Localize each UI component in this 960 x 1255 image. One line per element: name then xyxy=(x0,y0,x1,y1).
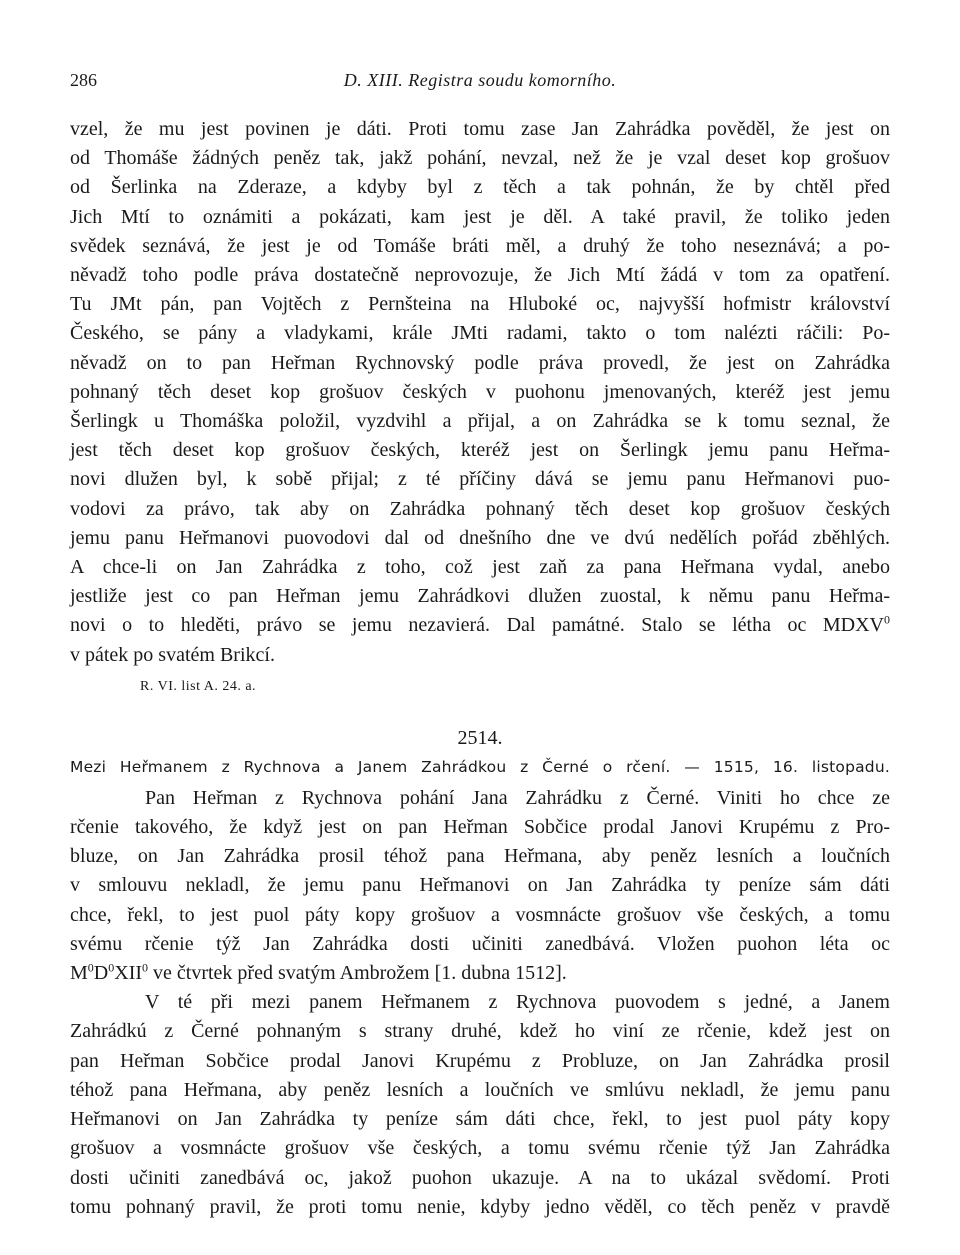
text-line: vzel, že mu jest povinen je dáti. Proti tomu zase Jan Zahrádka pověděl, že jest on xyxy=(70,118,890,140)
text-line: A chce-li on Jan Zahrádka z toho, což jest zaň za pana Heřmana vydal, anebo xyxy=(70,556,890,579)
text-line: něvadž on to pan Heřman Rychnovský podle práva provedl, že jest on Zahrádka xyxy=(70,351,890,374)
text-fragment: novi o to hleděti, právo se jemu nezavierá. Dal památné. Stalo se létha oc MDXV xyxy=(70,614,884,637)
text-line: bluze, on Jan Zahrádka prosil téhož pana Heřmana, aby peněz lesních a loučních xyxy=(70,845,890,868)
text-fragment: XII xyxy=(114,962,143,985)
text-line: jest těch deset kop grošuov českých, kteréž jest on Šerlingk jemu panu Heřma- xyxy=(70,439,890,462)
document-heading: Mezi Heřmanem z Rychnova a Janem Zahrádkou z Černé o rčení. — 1515, 16. listopadu. xyxy=(70,757,890,776)
paragraph-2 xyxy=(70,784,890,988)
text-line: od Thomáše žádných peněz tak, jakž pohání, nevzal, než že je vzal deset kop grošuov xyxy=(70,147,890,170)
text-line: vodovi za právo, tak aby on Zahrádka pohnaný těch deset kop grošuov českých xyxy=(70,497,890,520)
superscript-mark: 0 xyxy=(108,960,115,975)
text-line: svému rčenie týž Jan Zahrádka dosti učiniti zanedbává. Vložen puohon léta oc xyxy=(70,932,890,955)
text-fragment: ve čtvrtek před svatým Ambrožem [1. dubna 1512]. xyxy=(148,962,567,985)
text-line: Šerlingk u Thomáška položil, vyzdvihl a přijal, a on Zahrádka se k tomu seznal, že xyxy=(70,410,890,433)
text-line: pohnaný těch deset kop grošuov českých v puohonu jmenovaných, kteréž jest jemu xyxy=(70,380,890,403)
text-line: Pan Heřman z Rychnova pohání Jana Zahrádku z Černé. Viniti ho chce ze xyxy=(145,786,890,809)
text-line: chce, řekl, to jest puol páty kopy grošuov a vosmnácte grošuov vše českých, a tomu xyxy=(70,903,890,926)
text-line: Českého, se pány a vladykami, krále JMti radami, takto o tom nalézti ráčili: Po- xyxy=(70,322,890,345)
text-line: Tu JMt pán, pan Vojtěch z Pernšteina na Hluboké oc, najvyšší hofmistr království xyxy=(70,293,890,316)
text-line: grošuov a vosmnácte grošuov vše českých, a tomu svému rčenie týž Jan Zahrádka xyxy=(70,1137,890,1160)
paragraph-1 xyxy=(70,115,890,670)
text-line: Heřmanovi on Jan Zahrádka ty peníze sám dáti chce, řekl, to jest puol páty kopy xyxy=(70,1108,890,1131)
text-line xyxy=(70,959,890,988)
text-line: V té při mezi panem Heřmanem z Rychnova puovodem s jedné, a Janem xyxy=(145,991,890,1014)
text-line xyxy=(70,611,890,640)
superscript-mark: 0 xyxy=(884,612,890,627)
paragraph-3 xyxy=(70,988,890,1222)
text-line: dosti učiniti zanedbává oc, jakož puohon ukazuje. A na to ukázal svědomí. Proti xyxy=(70,1166,890,1189)
text-line: novi dlužen byl, k sobě přijal; z té příčiny dává se jemu panu Heřmanovi puo- xyxy=(70,468,890,491)
text-line: Jich Mtí to oznámiti a pokázati, kam jest je děl. A také pravil, že toliko jeden xyxy=(70,205,890,228)
text-line: jestliže jest co pan Heřman jemu Zahrádkovi dlužen zuostal, k němu panu Heřma- xyxy=(70,585,890,608)
text-line: tomu pohnaný pravil, že proti tomu nenie, kdyby jedno věděl, co těch peněz v pravdě xyxy=(70,1195,890,1218)
text-line: rčenie takového, že když jest on pan Heřman Sobčice prodal Janovi Krupému z Pro- xyxy=(70,816,890,839)
archival-reference: R. VI. list A. 24. a. xyxy=(140,678,257,694)
running-title: D. XIII. Registra soudu komorního. xyxy=(343,70,617,90)
document-number: 2514. xyxy=(457,726,503,749)
text-line: téhož pana Heřmana, aby peněz lesních a loučních ve smlúvu nekladl, že jemu panu xyxy=(70,1078,890,1101)
text-fragment: M xyxy=(70,962,88,985)
text-line: od Šerlinka na Zderaze, a kdyby byl z těch a tak pohnán, že by chtěl před xyxy=(70,176,890,199)
text-line: v smlouvu nekladl, že jemu panu Heřmanovi on Jan Zahrádka ty peníze sám dáti xyxy=(70,874,890,897)
text-fragment: D xyxy=(93,962,109,985)
text-line: jemu panu Heřmanovi puovodovi dal od dnešního dne ve dvú nedělích pořád zběhlých. xyxy=(70,526,890,549)
text-line: pan Heřman Sobčice prodal Janovi Krupému z Probluze, on Jan Zahrádka prosil xyxy=(70,1049,890,1072)
text-line: svědek seznává, že jest je od Tomáše bráti měl, a druhý že toho neseznává; a po- xyxy=(70,234,890,257)
page-body xyxy=(70,115,890,1222)
page-number: 286 xyxy=(70,70,97,90)
text-line: něvadž toho podle práva dostatečně neprovozuje, že Jich Mtí žádá v tom za opatření. xyxy=(70,264,890,287)
text-line: v pátek po svatém Brikcí. xyxy=(70,643,275,666)
text-line: Zahrádkú z Černé pohnaným s strany druhé, kdež ho viní ze rčenie, kdež jest on xyxy=(70,1020,890,1043)
superscript-mark: 0 xyxy=(142,960,149,975)
superscript-mark: 0 xyxy=(87,960,94,975)
page-header xyxy=(70,70,890,94)
